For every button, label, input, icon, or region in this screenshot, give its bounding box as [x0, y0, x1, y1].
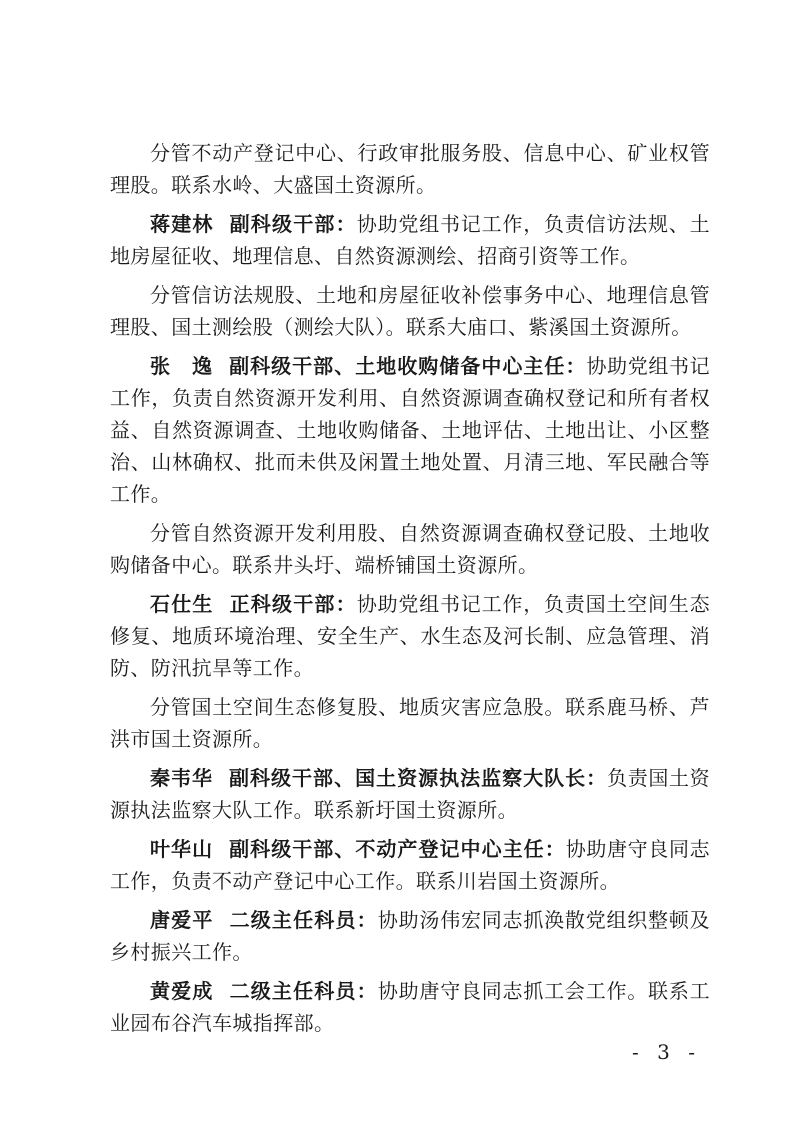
paragraph-5 — [110, 517, 710, 581]
paragraph-text: 协助党组书记工作，负责国土空间生态修复、地质环境治理、安全生产、水生态及河长制、应急管理、消防、防汛抗旱等工作。 — [110, 592, 710, 680]
person-name: 秦韦华 — [150, 766, 214, 790]
person-role: 二级主任科员： — [229, 908, 378, 932]
person-role: 副科级干部： — [229, 212, 357, 236]
paragraph-7 — [110, 691, 710, 755]
page-number: - 3 - — [632, 1040, 701, 1064]
paragraph-text: 协助唐守良同志工作，负责不动产登记中心工作。联系川岩国土资源所。 — [110, 837, 710, 893]
paragraph-6 — [110, 588, 710, 684]
paragraph-text: 协助党组书记工作，负责信访法规、土地房屋征收、地理信息、自然资源测绘、招商引资等工作。 — [110, 212, 710, 268]
paragraph-text: 分管自然资源开发利用股、自然资源调查确权登记股、土地收购储备中心。联系井头圩、端桥铺国土资源所。 — [110, 521, 710, 577]
person-name: 石仕生 — [150, 592, 214, 616]
document-body — [110, 137, 710, 1039]
person-name: 蒋建林 — [150, 212, 214, 236]
paragraph-9 — [110, 833, 710, 897]
paragraph-11 — [110, 975, 710, 1039]
paragraph-3 — [110, 279, 710, 343]
person-name: 张 逸 — [150, 354, 214, 378]
paragraph-text: 分管国土空间生态修复股、地质灾害应急股。联系鹿马桥、芦洪市国土资源所。 — [110, 695, 710, 751]
person-role: 副科级干部、土地收购储备中心主任： — [229, 354, 587, 378]
person-role: 副科级干部、不动产登记中心主任： — [229, 837, 566, 861]
paragraph-text: 分管不动产登记中心、行政审批服务股、信息中心、矿业权管理股。联系水岭、大盛国土资源所。 — [110, 141, 710, 197]
paragraph-10 — [110, 904, 710, 968]
paragraph-text: 协助汤伟宏同志抓涣散党组织整顿及乡村振兴工作。 — [110, 908, 711, 964]
person-role: 正科级干部： — [229, 592, 357, 616]
paragraph-8 — [110, 762, 710, 826]
paragraph-2 — [110, 208, 710, 272]
person-role: 副科级干部、国土资源执法监察大队长： — [229, 766, 608, 790]
paragraph-text: 协助唐守良同志抓工会工作。联系工业园布谷汽车城指挥部。 — [110, 979, 711, 1035]
paragraph-text: 分管信访法规股、土地和房屋征收补偿事务中心、地理信息管理股、国土测绘股（测绘大队）。联系大庙口、紫溪国土资源所。 — [110, 283, 710, 339]
paragraph-1 — [110, 137, 710, 201]
paragraph-text: 协助党组书记工作，负责自然资源开发利用、自然资源调查确权登记和所有者权益、自然资源调查、土地收购储备、土地评估、土地出让、小区整治、山林确权、批而未供及闲置土地处置、月清三地、军民融合等工作。 — [110, 354, 711, 506]
person-name: 叶华山 — [150, 837, 214, 861]
person-name: 黄爱成 — [150, 979, 214, 1003]
paragraph-text: 负责国土资源执法监察大队工作。联系新圩国土资源所。 — [110, 766, 711, 822]
person-role: 二级主任科员： — [229, 979, 378, 1003]
paragraph-4 — [110, 350, 710, 510]
person-name: 唐爱平 — [150, 908, 214, 932]
